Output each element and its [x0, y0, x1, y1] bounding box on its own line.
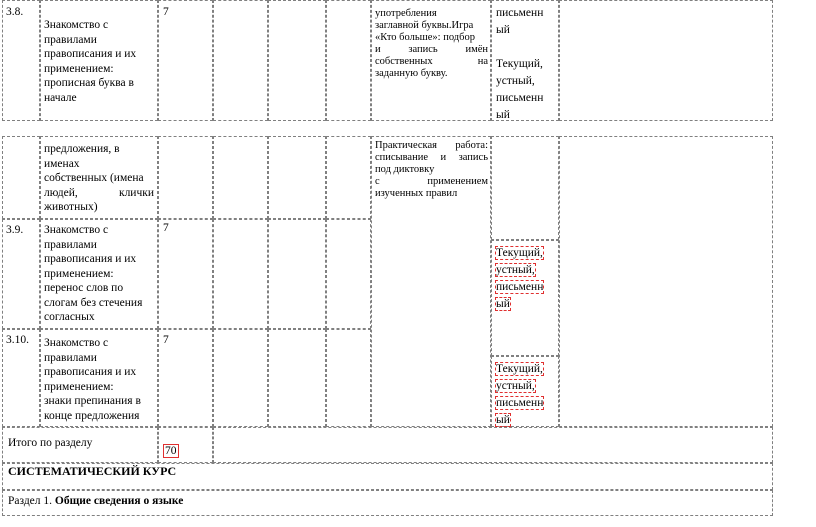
cell-num-cont	[2, 136, 40, 219]
cell-c5-39	[268, 219, 326, 329]
section-prefix: Раздел 1.	[8, 495, 55, 507]
control-text: Текущий, устный, письменн ый	[496, 363, 544, 426]
total-value: 70	[165, 445, 177, 457]
cell-c5-cont	[268, 136, 326, 219]
cell-total-rest	[213, 427, 773, 463]
topic-text: Знакомство с правилами правописания и их применением: перенос слов по слогам без стечения согласных	[44, 224, 143, 323]
section-heading	[8, 494, 183, 509]
control-text: письменн ый Текущий, устный, письменн ый	[496, 7, 544, 121]
section-title: Общие сведения о языке	[54, 495, 184, 507]
activity-text-cont: Практическая работа: списывание и запись под диктовку с применением изученных правил	[375, 140, 488, 199]
row-number: 3.9.	[6, 224, 24, 236]
cell-col5	[268, 0, 326, 121]
topic-text-cont: предложения, в именах собственных (имена людей, клички животных)	[44, 143, 154, 213]
cell-resources	[559, 0, 773, 121]
course-title: СИСТЕМАТИЧЕСКИЙ КУРС	[8, 464, 177, 478]
total-label: Итого по разделу	[8, 437, 93, 449]
activity-text: употребления заглавной буквы.Игра «Кто больше»: подбор и запись имён собственных на заданную букву.	[375, 8, 488, 79]
cell-c5-310	[268, 329, 326, 427]
cell-col6	[326, 0, 371, 121]
cell-c6-310	[326, 329, 371, 427]
cell-c4-cont	[213, 136, 268, 219]
hours-value: 7	[163, 6, 169, 18]
control-text: Текущий, устный, письменн ый	[496, 247, 544, 310]
cell-resources-merged	[559, 136, 773, 427]
cell-c6-cont	[326, 136, 371, 219]
topic-text: Знакомство с правилами правописания и их применением: прописная буква в начале	[44, 19, 137, 104]
hours-value: 7	[163, 222, 169, 234]
row-number: 3.8.	[6, 6, 24, 18]
cell-hours-39	[158, 219, 213, 329]
cell-hours-cont	[158, 136, 213, 219]
cell-c6-39	[326, 219, 371, 329]
hours-value: 7	[163, 334, 169, 346]
cell-col4	[213, 0, 268, 121]
row-number: 3.10.	[6, 334, 29, 346]
cell-c4-39	[213, 219, 268, 329]
cell-c4-310	[213, 329, 268, 427]
topic-text: Знакомство с правилами правописания и их применением: знаки препинания в конце предложения	[44, 337, 141, 422]
cell-control-cont	[491, 136, 559, 240]
